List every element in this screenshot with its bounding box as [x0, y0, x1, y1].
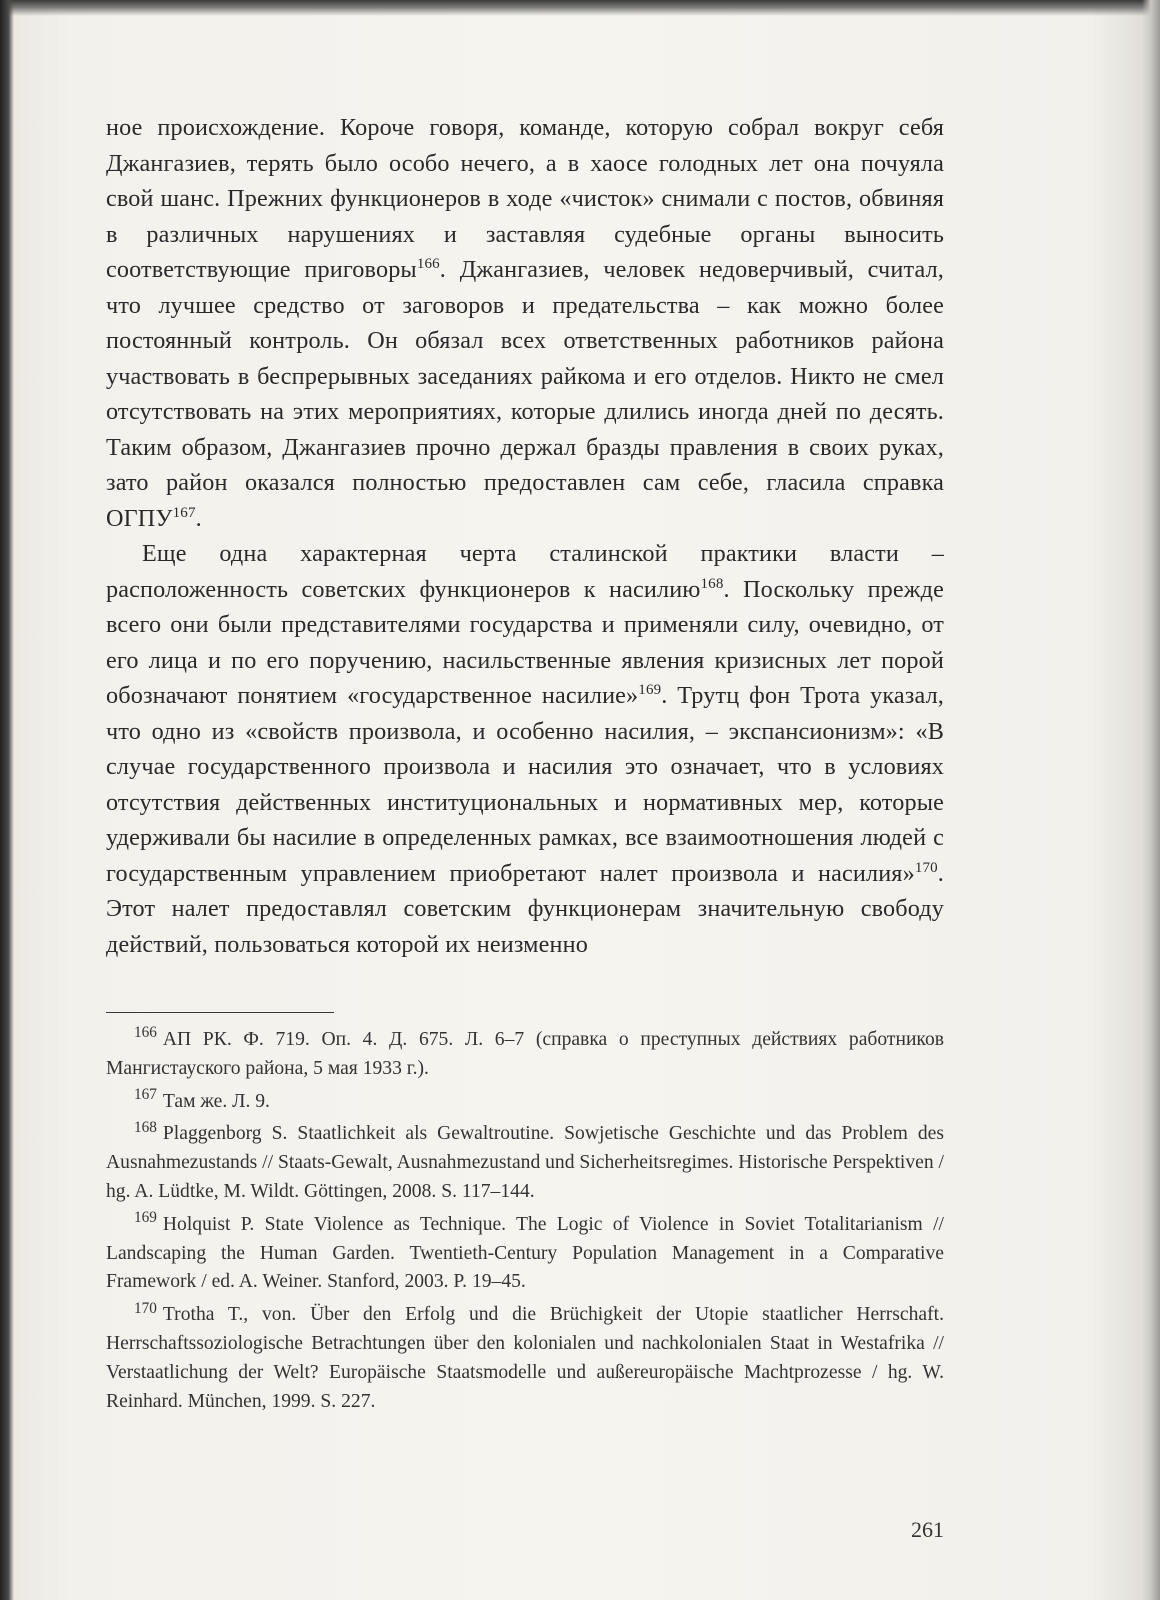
text-run: . Джангазиев, человек недоверчивый, считал, что лучшее средство от заговоров и предательства – как можно более постоянный контроль. Он обязал всех ответственных работников района участвовать в беспрерывных заседаниях райкома и его отделов. Никто не смел отсутствовать на этих мероприятиях, которые длились иногда дней по десять. Таким образом, Джангазиев прочно держал бразды правления в своих руках, зато район оказался полностью предоставлен сам себе, гласила справка ОГПУ: [106, 256, 944, 532]
footnote-text: АП РК. Ф. 719. Оп. 4. Д. 675. Л. 6–7 (справка о преступных действиях работников Мангистауского района, 5 мая 1933 г.).: [106, 1029, 944, 1079]
footnotes: [106, 1026, 944, 1420]
page-number: 261: [911, 1517, 944, 1542]
footnote-number: 166: [134, 1024, 157, 1042]
page-top-shadow: [0, 0, 1160, 16]
footnote-ref[interactable]: 166: [416, 255, 440, 272]
text-run: . Этот налет предоставлял советским функционерам значительную свободу действий, пользоваться которой их неизменно: [106, 859, 944, 958]
footnote-text: Trotha T., von. Über den Erfolg und die Brüchigkeit der Utopie staatlicher Herrschaft. Herrschaftssoziologische Betrachtungen über den kolonialen und nachkolonialen Staat in Westafrika // Verstaatlichung der Welt? Europäische Staatsmodelle und außereuropäische Machtprozesse / hg. W. Reinhard. München, 1999. S. 227.: [106, 1304, 944, 1412]
footnote: [106, 1301, 944, 1416]
footnote-text: Plaggenborg S. Staatlichkeit als Gewaltroutine. Sowjetische Geschichte und das Problem des Ausnahmezustands // Staats-Gewalt, Ausnahmezustand und Sicherheitsregimes. Historische Perspektiven / hg. A. Lüdtke, M. Wildt. Göttingen, 2008. S. 117–144.: [106, 1123, 945, 1202]
footnote: [106, 1026, 944, 1084]
page-right-edge: [1142, 0, 1160, 1600]
footnote-ref[interactable]: 169: [638, 681, 662, 698]
footnote-ref[interactable]: 167: [172, 504, 196, 521]
text-run: .: [195, 504, 202, 532]
main-text: [106, 110, 944, 962]
footnote: [106, 1088, 944, 1117]
paragraph: [106, 110, 944, 536]
footnote-ref[interactable]: 168: [700, 575, 724, 592]
footnote: [106, 1211, 944, 1297]
footnote-text: Там же. Л. 9.: [162, 1090, 270, 1112]
footnote-separator: [106, 1012, 334, 1013]
book-spine-edge: [0, 0, 14, 1600]
paragraph: [106, 536, 944, 962]
footnote-number: 167: [134, 1086, 157, 1104]
text-run: . Поскольку прежде всего они были представителями государства и применяли силу, очевидно, от его лица и по его поручению, насильственные явления кризисных лет порой обозначают понятием «государственное насилие»: [106, 575, 944, 709]
footnote-number: 168: [134, 1118, 157, 1136]
text-run: Еще одна характерная черта сталинской практики власти – расположенность советских функционеров к насилию: [106, 540, 944, 603]
footnote-text: Holquist P. State Violence as Technique. The Logic of Violence in Soviet Totalitarianism // Landscaping the Human Garden. Twentieth-Century Population Management in a Comparative Framework / ed. A. Weiner. Stanford, 2003. P. 19–45.: [106, 1213, 944, 1293]
text-run: . Трутц фон Трота указал, что одно из «свойств произвола, и особенно насилия, – экспансионизм»: «В случае государственного произвола и насилия это означает, что в условиях отсутствия действенных институциональных и нормативных мер, которые удерживали бы насилие в определенных рамках, все взаимоотношения людей с государственным управлением приобретают налет произвола и насилия»: [106, 682, 944, 887]
text-run: ное происхождение. Короче говоря, команде, которую собрал вокруг себя Джангазиев, терять было особо нечего, а в хаосе голодных лет она почуяла свой шанс. Прежних функционеров в ходе «чисток» снимали с постов, обвиняя в различных нарушениях и заставляя судебные органы выносить соответствующие приговоры: [106, 114, 944, 283]
footnote-number: 169: [134, 1209, 157, 1227]
footnote-number: 170: [134, 1299, 157, 1317]
footnote-ref[interactable]: 170: [914, 859, 938, 876]
footnote: [106, 1120, 944, 1206]
